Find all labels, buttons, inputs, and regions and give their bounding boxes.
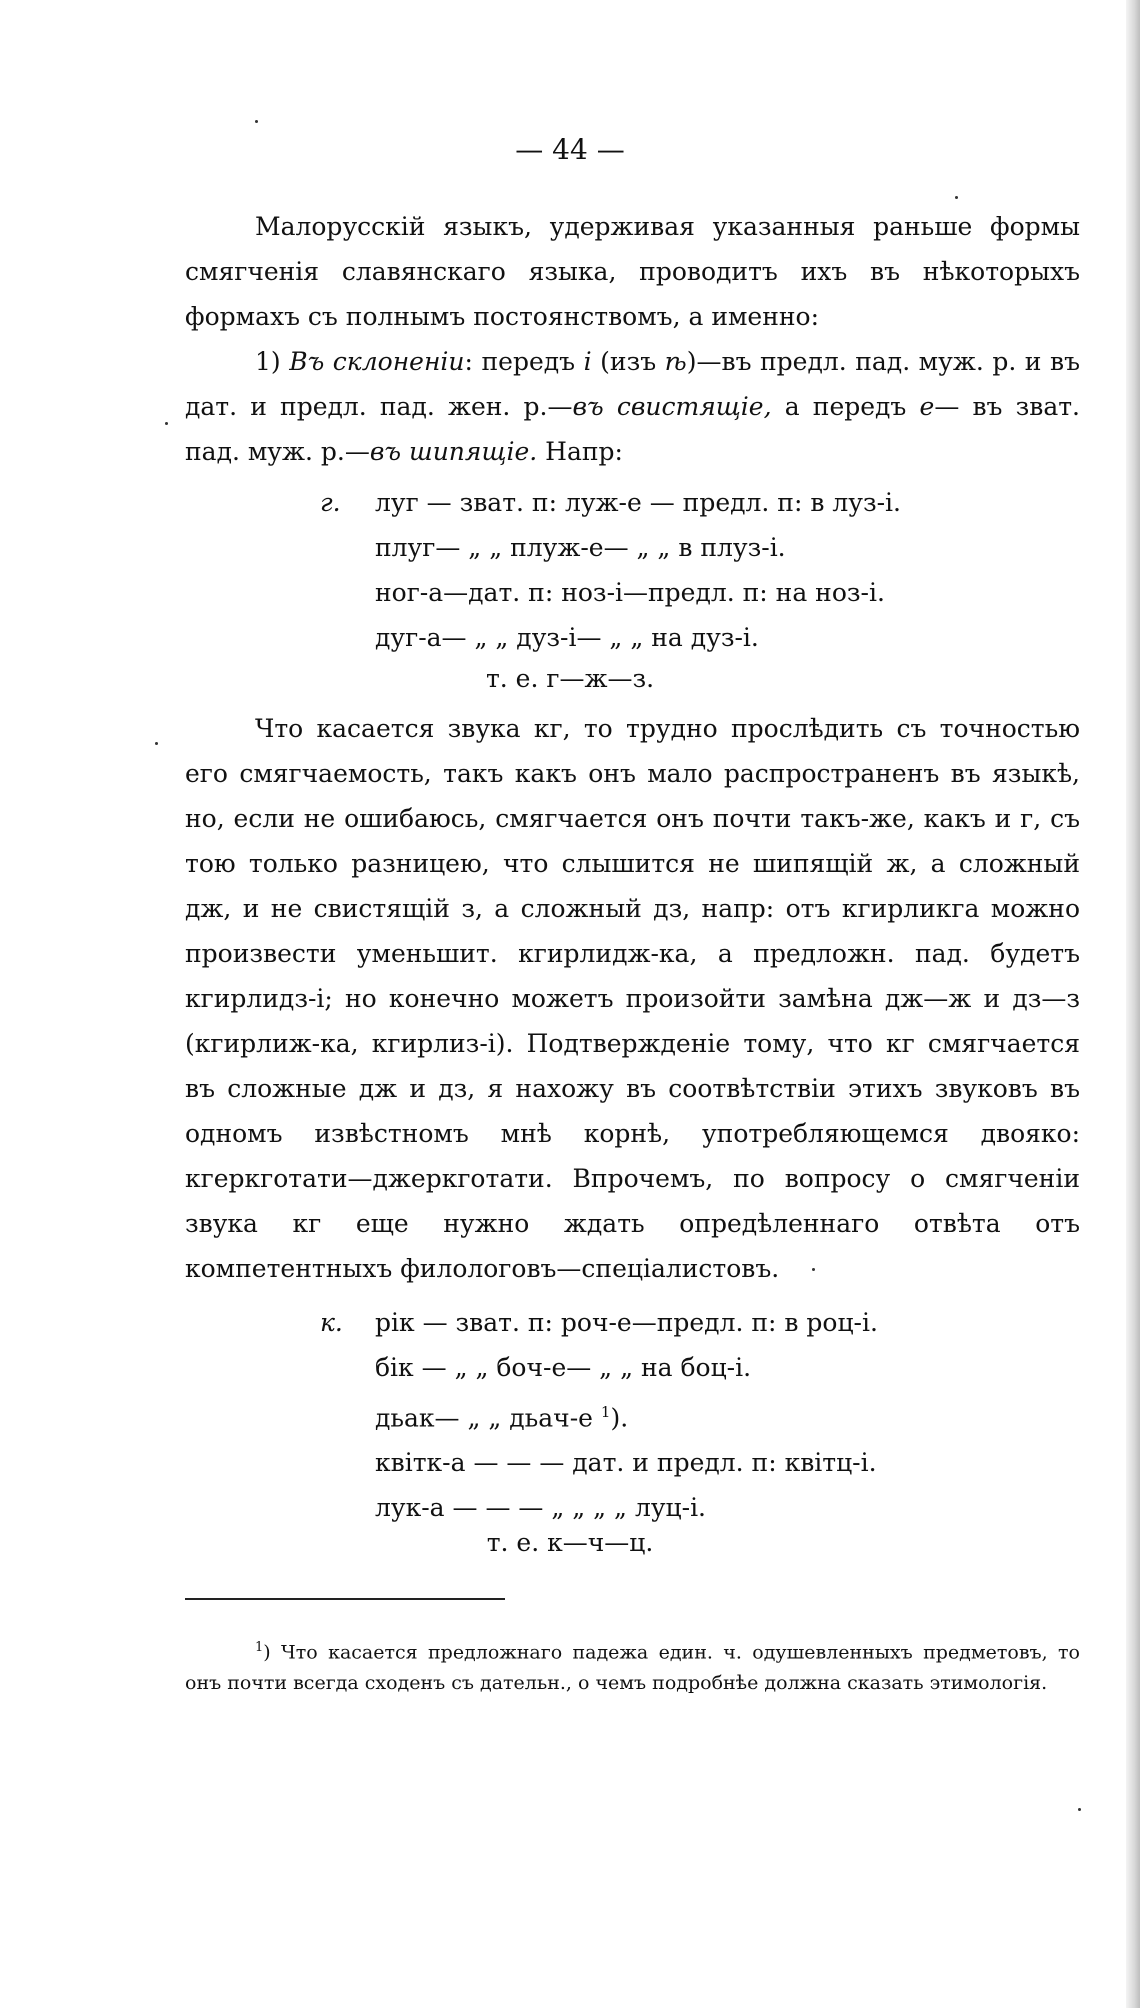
summary-g: т. е. г—ж—з. xyxy=(485,664,655,693)
scan-speck xyxy=(1078,1808,1081,1811)
example-row: ног-а—дат. п: ноз-і—предл. п: на ноз-і. xyxy=(375,578,885,607)
example-key: к. xyxy=(320,1308,343,1337)
example-row: г. луг — зват. п: луж-е — предл. п: в луз-і. xyxy=(320,480,1040,525)
example-row: дуг-а— „ „ дуз-і— „ „ на дуз-і. xyxy=(375,623,759,652)
example-row: к. рік — зват. п: роч-е—предл. п: в роц-і. xyxy=(320,1300,1040,1345)
example-row: лук-а — — — „ „ „ „ луц-і. xyxy=(375,1493,707,1523)
paragraph-declension: 1) Въ склоненіи: передъ і (изъ ѣ)—въ предл. пад. муж. р. и въ дат. и предл. пад. жен. р.—въ свистящіе, а передъ е— въ зват. пад. муж. р.—въ шипящіе. Напр: xyxy=(185,347,1081,466)
page-number: — 44 — xyxy=(515,133,625,166)
example-row: квітк-а — — — дат. и предл. п: квітц-і. xyxy=(375,1448,877,1478)
paragraph-kg: Что касается звука кг, то трудно прослѣдить съ точностью его смягчаемость, такъ какъ онъ мало распространенъ въ языкѣ, но, если не ошибаюсь, смягчается онъ почти такъ-же, какъ и г, съ тою только разницею, что слышится не шипящій ж, а сложный дж, и не свистящій з, а сложный дз, напр: отъ кгирликга можно произвести уменьшит. кгирлидж-ка, а предложн. пад. будетъ кгирлидз-і; но конечно можетъ произойти замѣна дж—ж и дз—з (кгирлиж-ка, кгирлиз-і). Подтвержденіе тому, что кг смягчается въ сложные дж и дз, я нахожу въ соотвѣтствіи этихъ звуковъ въ одномъ извѣстномъ мнѣ корнѣ, употребляющемся двояко: кгеркготати—джеркготати. Впрочемъ, по вопросу о смягченіи звука кг еще нужно ждать опредѣленнаго отвѣта отъ компетентныхъ филологовъ—спеціалистовъ. xyxy=(185,714,1080,1283)
summary-k: т. е. к—ч—ц. xyxy=(486,1528,654,1557)
footnote-divider xyxy=(185,1598,505,1600)
footnote-ref: 1 xyxy=(600,1403,611,1421)
footnote-mark: 1 xyxy=(255,1640,264,1655)
examples-k xyxy=(320,1300,1040,1530)
example-row: дьак— „ „ дьач-е $^1$). xyxy=(375,1403,629,1433)
footnote: $^1$) Что касается предложнаго падежа един. ч. одушевленныхъ предметовъ, то онъ почти всегда сходенъ съ дательн., о чемъ подробнѣе должна сказать этимологія. xyxy=(185,1640,1080,1695)
example-row: плуг— „ „ плуж-е— „ „ в плуз-і. xyxy=(375,533,786,562)
example-key: г. xyxy=(320,488,341,517)
scan-speck xyxy=(812,1268,815,1271)
paragraph-intro: Малорусскій языкъ, удерживая указанныя раньше формы смягченія славянскаго языка, проводитъ ихъ въ нѣкоторыхъ формахъ съ полнымъ постоянствомъ, а именно: xyxy=(185,212,1080,331)
scan-speck xyxy=(255,120,258,123)
item-number: 1) xyxy=(255,347,281,376)
scan-edge xyxy=(1126,0,1140,2008)
scan-speck xyxy=(155,742,158,745)
scan-speck xyxy=(165,422,168,425)
heading-declension: Въ склоненіи xyxy=(289,347,465,376)
examples-g xyxy=(320,480,1040,660)
scan-speck xyxy=(955,196,958,199)
example-row: бік — „ „ боч-е— „ „ на боц-і. xyxy=(375,1353,752,1382)
